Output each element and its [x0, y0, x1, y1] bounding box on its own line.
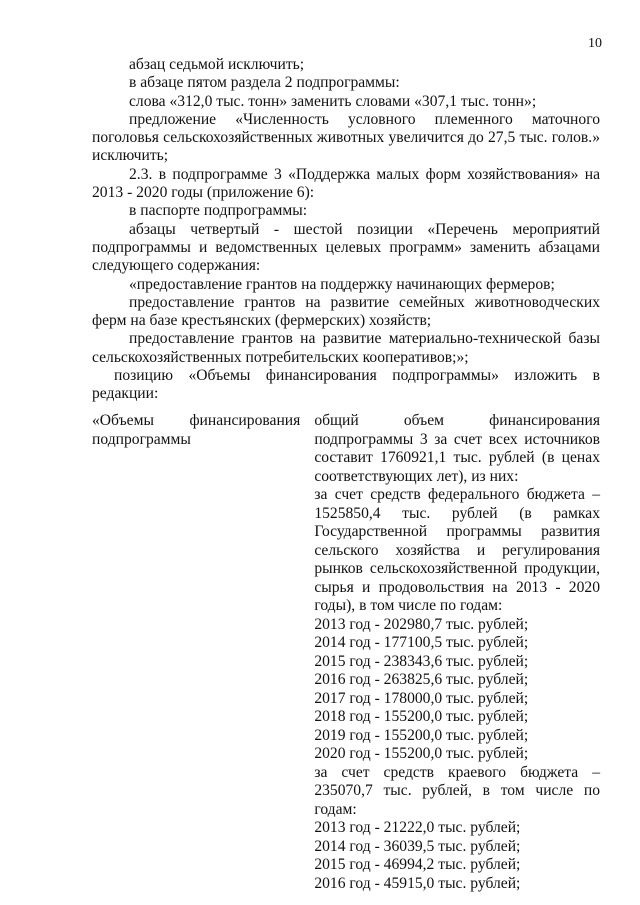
year-amount-line: 2019 год - 155200,0 тыс. рублей;: [314, 726, 529, 744]
body-paragraph: в абзаце пятом раздела 2 подпрограммы:: [129, 74, 400, 92]
year-amount-line: 2018 год - 155200,0 тыс. рублей;: [314, 708, 529, 725]
financing-table: [92, 412, 600, 893]
body-paragraph: абзац седьмой исключить;: [129, 56, 305, 73]
year-amount-line: 2015 год - 46994,2 тыс. рублей;: [314, 856, 521, 873]
year-amount-line: 2014 год - 177100,5 тыс. рублей;: [314, 634, 529, 651]
federal-years-list: [314, 616, 600, 764]
body-paragraph: предоставление грантов на развитие семейных животноводческих ферм на базе крестьянских (фермерских) хозяйств;: [92, 293, 600, 330]
table-left-column: [92, 412, 310, 893]
year-amount-line: 2017 год - 178000,0 тыс. рублей;: [314, 689, 529, 707]
regional-years-list: [314, 819, 600, 893]
body-paragraph: предложение «Численность условного племенного маточного поголовья сельскохозяйственных животных увеличится до 27,5 тыс. голов.» исключить;: [92, 110, 600, 165]
page-number: 10: [588, 36, 602, 51]
body-paragraph: «предоставление грантов на поддержку начинающих фермеров;: [129, 275, 555, 293]
table-left-label-line2: подпрограммы: [92, 430, 191, 448]
body-paragraph: в паспорте подпрограммы:: [129, 202, 308, 220]
year-amount-line: 2016 год - 263825,6 тыс. рублей;: [314, 671, 529, 688]
body-paragraph: предоставление грантов на развитие материально-технической базы сельскохозяйственных потребительских кооперативов;»;: [92, 330, 600, 366]
year-amount-line: 2020 год - 155200,0 тыс. рублей;: [314, 745, 529, 762]
table-left-label-line1: «Объемы финансирования: [92, 412, 301, 429]
body-text: [92, 56, 600, 404]
year-amount-line: 2014 год - 36039,5 тыс. рублей;: [314, 837, 521, 855]
body-paragraph: 2.3. в подпрограмме 3 «Поддержка малых форм хозяйствования» на 2013 - 2020 годы (приложение 6):: [92, 165, 600, 202]
year-amount-line: 2013 год - 202980,7 тыс. рублей;: [314, 615, 529, 633]
table-right-column: [314, 412, 600, 893]
body-paragraph: позицию «Объемы финансирования подпрограммы» изложить в редакции:: [92, 367, 600, 403]
body-paragraph: слова «312,0 тыс. тонн» заменить словами «307,1 тыс. тонн»;: [129, 92, 537, 110]
year-amount-line: 2015 год - 238343,6 тыс. рублей;: [314, 652, 529, 670]
year-amount-line: 2016 год - 45915,0 тыс. рублей;: [314, 874, 521, 892]
year-amount-line: 2013 год - 21222,0 тыс. рублей;: [314, 819, 521, 836]
federal-intro: за счет средств федерального бюджета – 1525850,4 тыс. рублей (в рамках Государственной программы развития сельского хозяйства и регулирования рынков сельскохозяйственной продукции, сырья и продовольствия на 2013 - 2020 годы), в том числе по годам:: [314, 486, 600, 614]
regional-intro: за счет средств краевого бюджета – 235070,7 тыс. рублей, в том числе по годам:: [314, 763, 600, 818]
body-paragraph: абзацы четвертый - шестой позиции «Перечень мероприятий подпрограммы и ведомственных целевых программ» заменить абзацами следующего содержания:: [92, 220, 600, 275]
financing-total: общий объем финансирования подпрограммы 3 за счет всех источников составит 1760921,1 тыс. рублей (в ценах соответствующих лет), из них:: [314, 412, 600, 485]
